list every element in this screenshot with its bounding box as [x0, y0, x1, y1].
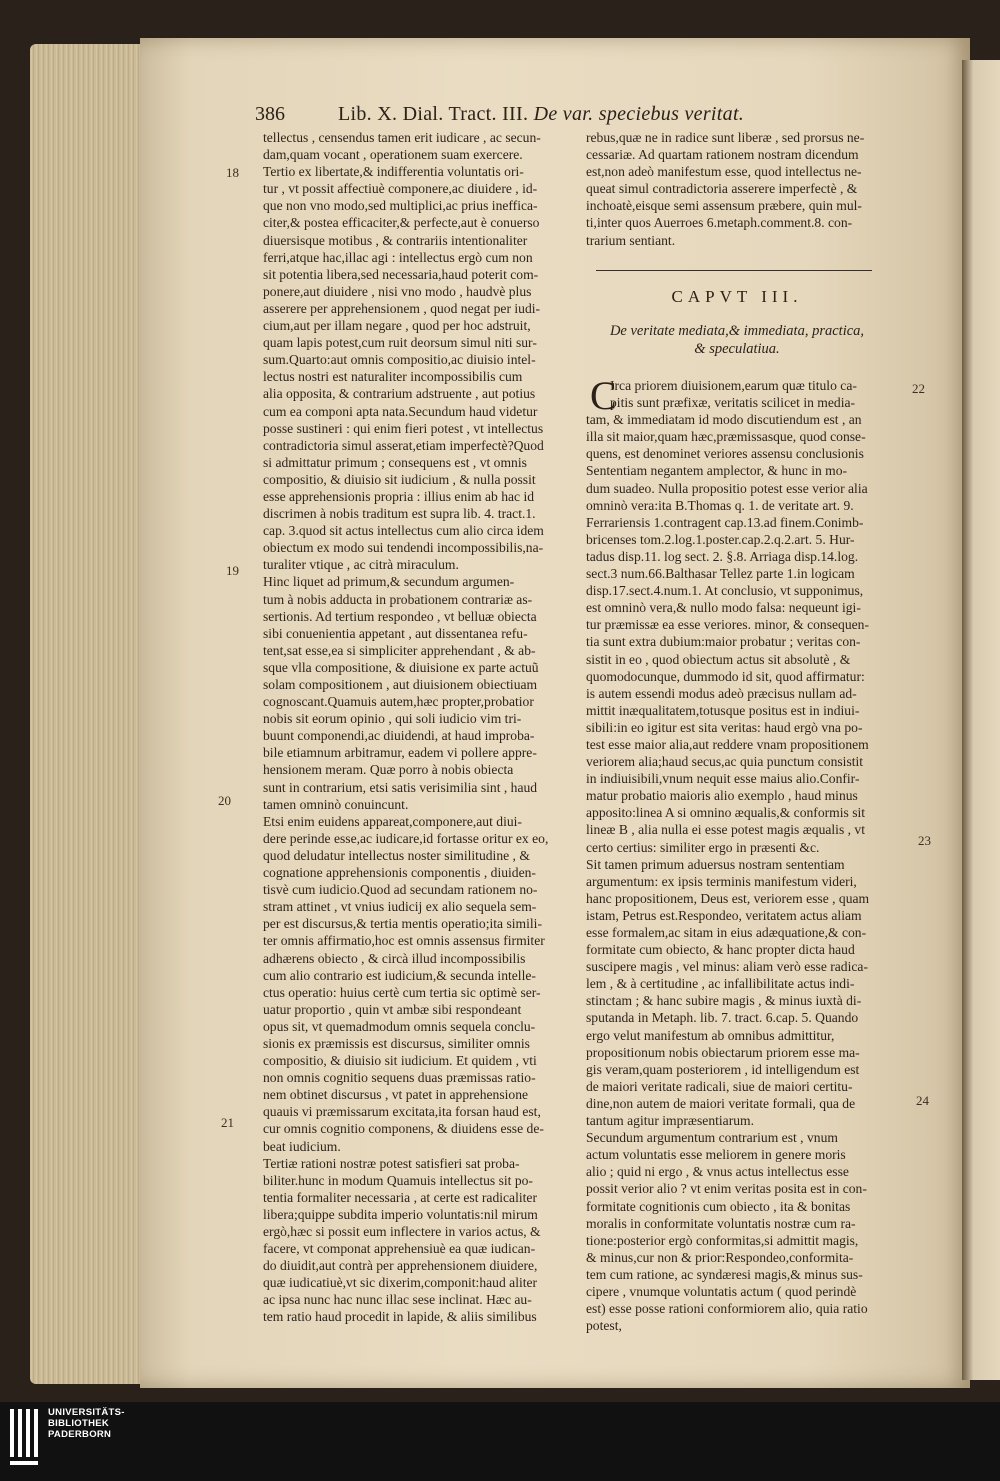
text-line: facere, vt componat apprehensiuè ea quæ iudican- [263, 1241, 536, 1257]
text-line: sum.Quarto:aut omnis compositio,ac diuisio intel- [263, 352, 536, 368]
text-line: tur , vt possit affectiuè componere,ac diuidere , id- [263, 181, 538, 197]
text-line: formitate cognitionis cum obiecto , ita & bonitas [586, 1198, 851, 1214]
text-line: Sit tamen primum aduersus nostram sententiam [586, 856, 845, 872]
text-line: trarium sentiant. [586, 232, 676, 248]
text-line: bile etiamnum arbitramur, eadem vi pollere appre- [263, 745, 537, 761]
text-line: tent,sat esse,ea si simpliciter apprehendant , & ab- [263, 642, 536, 658]
text-line: cum alio contrario est iudicium,& secunda intelle- [263, 967, 536, 983]
running-title-italic: De var. speciebus veritat. [533, 103, 745, 125]
text-line: dine,non autem de maiori veritate formali, qua de [586, 1095, 856, 1111]
margin-number: 20 [218, 793, 231, 808]
text-line: tisvè cum iudicio.Quod ad secundam rationem no- [263, 882, 538, 898]
margin-number: 23 [918, 833, 931, 848]
text-line: sque vlla compositione, & diuisione ex parte actuũ [263, 659, 539, 675]
text-line: alia opposita, & contrarium adstruente , aut potius [263, 386, 536, 402]
text-line: biliter.hunc in modum Quamuis intellectus sit po- [263, 1172, 533, 1188]
text-line: is autem essendi modus adeò præcisus nullam ad- [586, 685, 857, 701]
text-line: que non vno modo,sed multiplici,ac prius inefficа- [263, 198, 538, 214]
text-line: Etsi enim euidens appareat,componere,aut diui- [263, 813, 522, 829]
text-line: diuersisque motibus , & contrariis intentionaliter [263, 232, 528, 248]
text-line: pitis sunt præfixæ, veritatis scilicet in media- [610, 395, 856, 411]
text-line: ac ipsa nunc hac nunc illac sese inclinat. Hæc au- [263, 1292, 532, 1308]
text-line: ctus operatio: huius certè cum tertia sic optimè ser- [263, 984, 541, 1000]
text-line: cum ea componi apta nata.Secundum haud videtur [263, 403, 538, 419]
text-line: discrimen à nobis traditum est supra lib. 4. tract.1. [263, 506, 536, 522]
text-line: est,non adeò manifestum esse, quod intellectus ne- [586, 164, 862, 180]
text-line: inchoatè,eisque semi assensum præbere, quin mul- [586, 198, 862, 214]
text-line: cur omnis cognitio componens, & diuidens esse de- [263, 1121, 544, 1137]
text-line: si admittatur primum ; consequens est , vt omnis [263, 454, 527, 470]
text-line: obiectum ex modo sui tendendi incompossibilis,na- [263, 540, 544, 556]
text-line: Secundum argumentum contrarium est , vnum [586, 1130, 838, 1146]
text-line: opus sit, vt quemadmodum omnis sequela conclu- [263, 1018, 536, 1034]
text-line: stram attinet , vt vnius iudicij ex alio sequela sem- [263, 899, 537, 915]
margin-number: 19 [226, 563, 239, 578]
text-line: citer,& postea efficaciter,& perfecte,aut è conuerso [263, 215, 540, 231]
text-line: tantum agitur impræsentiarum. [586, 1113, 755, 1129]
text-line: propositionum nobis obiectarum priorem esse ma- [586, 1044, 860, 1060]
text-line: tem ratio haud procedit in lapide, & aliis similibus [263, 1309, 537, 1325]
text-line: ponere,aut diuidere , nisi vno modo , haudvè plus [263, 283, 532, 299]
margin-number: 22 [912, 381, 925, 396]
chapter-subtitle [586, 322, 888, 358]
text-line: nobis sit eorum opinio , qui soli iudicio vim tri- [263, 711, 522, 727]
text-line: argumentum: ex ipsis terminis manifestum videri, [586, 873, 857, 889]
book-page-edges [30, 44, 148, 1384]
text-line: asserere per apprehensionem , quod negat per iudi- [263, 300, 541, 316]
text-line: bricenses tom.2.log.1.poster.cap.2.q.2.art. 5. Hur- [586, 531, 855, 547]
text-line: sertionis. Ad tertium respondeo , vt belluæ obiecta [263, 608, 537, 624]
text-line: test esse maior alia,aut reddere vnam propositionem [586, 736, 869, 752]
text-line: omninò vera:ita B.Thomas q. 1. de veritate art. 9. [586, 497, 854, 513]
text-line: rebus,quæ ne in radice sunt liberæ , sed prorsus ne- [586, 130, 865, 145]
text-line: illa sit maior,quam hæc,præmissasque, quod conse- [586, 429, 866, 445]
next-page-edge [962, 60, 1000, 1380]
text-line: ergo velut manifestum ab omnibus admittitur, [586, 1027, 835, 1043]
text-line: gis veram,quam posteriorem , id intelligendum est [586, 1061, 860, 1077]
text-line: possit verior alio ? vt enim veritas posita est in con- [586, 1181, 867, 1197]
text-line: tum à nobis adducta in probationem contrariæ as- [263, 591, 533, 607]
text-line: libera;quippe subdita imperio voluntatis:nil mirum [263, 1206, 538, 1222]
text-line: dam,quam vocant , operationem suam exercere. [263, 147, 523, 163]
text-line: cognoscant.Quamuis autem,hæc propter,probatior [263, 694, 534, 710]
running-title-plain: Lib. X. Dial. Tract. III. [338, 103, 529, 125]
text-line: de maiori veritate radicali, siue de maiori certitu- [586, 1078, 853, 1094]
text-line: in indiuisibili,vnum nequit esse maius alio.Confir- [586, 771, 860, 787]
text-line: ti,inter quos Auerroes 6.metaph.comment.8. con- [586, 215, 853, 231]
text-line: quæ iudicatiuè,vt sic dixerim,componit:haud aliter [263, 1275, 538, 1291]
text-line: Ferrariensis 1.contragent cap.13.ad finem.Conimb- [586, 514, 864, 530]
text-line: adhærens obiecto , & circà illud incompossibilis [263, 950, 526, 966]
text-line: tione:posterior ergò conformitas,si admittit magis, [586, 1232, 859, 1248]
text-line: compositio, & diuisio sit iudicium. Et quidem , vti [263, 1053, 537, 1069]
text-line: nem obtinet discursus , vt patet in apprehensione [263, 1087, 529, 1103]
text-line: quens, est denominet veriores assensu conclusionis [586, 446, 864, 462]
text-line: est omninò vera,& nullo modo falsa: nequeunt igi- [586, 600, 861, 616]
text-line: cap. 3.quod sit actus intellectus cum alio circa idem [263, 523, 544, 539]
text-line: per est discursus,& tertia mentis operatio;ita simili- [263, 916, 542, 932]
text-line: sibi conuenientia appetant , aut dissentanea refu- [263, 625, 528, 641]
text-line: Sententiam negantem amplector, & hunc in mo- [586, 463, 848, 479]
text-line: beat iudicium. [263, 1138, 341, 1154]
text-line: Tertio ex libertate,& indifferentia voluntatis ori- [263, 164, 524, 180]
text-line: cipere , vnumque voluntatis actum ( quod perindè [586, 1283, 857, 1299]
text-line: sect.3 num.66.Balthasar Tellez parte 1.in logicam [586, 566, 855, 582]
text-line: quod deludatur intellectus noster similitudine , & [263, 847, 530, 863]
text-line: potest, [586, 1318, 622, 1334]
text-line: tadus disp.11. log sect. 2. §.8. Arriaga disp.14.log. [586, 548, 859, 564]
margin-number: 18 [226, 165, 239, 180]
text-line: matur probatio maioris alio exemplo , haud minus [586, 788, 858, 804]
chapter-title: CAPVT III. [671, 287, 803, 306]
text-line: moralis in conformitate voluntatis nostræ cum ra- [586, 1215, 856, 1231]
text-line: sputanda in Metaph. lib. 7. tract. 6.cap. 5. Quando [586, 1010, 859, 1026]
text-line: est) esse posse rationi conformiorem alio, quia ratio [586, 1301, 868, 1317]
text-line: sionis ex præmissis est discursus, similiter omnis [263, 1035, 530, 1051]
text-line: do diuidit,aut contrà per apprehensionem diuidere, [263, 1258, 538, 1274]
right-text-column-body [586, 377, 888, 1334]
text-line: hensionem meram. Quæ porro à nobis obiecta [263, 762, 514, 778]
logo-text-line: UNIVERSITÄTS- [48, 1407, 125, 1418]
text-line: posse sustineri : qui enim fieri potest , vt intellectus [263, 420, 544, 436]
text-line: tellectus , censendus tamen erit iudicare , ac secun- [263, 130, 541, 145]
text-line: stinctam ; & hanc subire magis , & minus iuxtà di- [586, 993, 862, 1009]
running-title [338, 103, 744, 126]
text-line: tam, & immediatam id modo discutiendum est , an [586, 412, 862, 428]
text-line: tem cum ratione, ac syndæresi magis,& minus sus- [586, 1266, 863, 1282]
text-line: lineæ B , alia nulla ei esse potest magis æqualis , vt [586, 822, 866, 838]
chapter-divider-rule [596, 270, 872, 271]
text-line: tur præmissæ ea esse veriores. minor, & consequen- [586, 617, 869, 633]
text-line: tia sunt extra dubium:maior probatur ; veritas con- [586, 634, 861, 650]
text-line: & minus,cur non & prior:Respondeo,conformita- [586, 1249, 854, 1265]
text-line: quauis vi præmissarum excitata,ita forsan haud est, [263, 1104, 541, 1120]
text-line: turaliter vtique , ac citrà miraculum. [263, 557, 459, 573]
text-line: dum suadeo. Nulla propositio potest esse verior alia [586, 480, 868, 496]
text-line: cessariæ. Ad quartam rationem nostram dicendum [586, 147, 859, 163]
text-line: uatur proportio , quin vt ambæ sibi respondeant [263, 1001, 522, 1017]
text-line: hanc propositionem, Deus est, veriorem esse , quam [586, 890, 870, 906]
text-line: esse formalem,ac sitam in eius adæquatione,& con- [586, 925, 867, 940]
text-line: sunt in contrarium, etsi satis verisimilia sint , haud [263, 779, 538, 795]
library-logo-text [48, 1407, 125, 1440]
text-line: sistit in eo , quod obiectum actus sit absolutè , & [586, 651, 851, 667]
left-text-column [263, 129, 573, 1326]
text-line: cium,aut per illam negare , quod per hoc adstruit, [263, 318, 531, 334]
text-line: cognatione apprehensionis componentis , diuiden- [263, 865, 536, 881]
text-line: ferri,atque hac,illac agi : intellectus ergò cum non [263, 249, 533, 265]
text-line: sit potentia libera,sed necessaria,haud poterit com- [263, 266, 539, 282]
text-line: formitate cum obiecto, & hanc propter dicta haud [586, 942, 855, 958]
page-number: 386 [255, 103, 285, 125]
text-line: tamen omninò conuincunt. [263, 796, 409, 812]
text-line: quomodocunque, dummodo id sit, quod affirmatur: [586, 668, 865, 684]
text-line: compositio, & diuisio sit iudicium , & nulla possit [263, 471, 536, 487]
chapter-subtitle-line: & speculatiua. [694, 341, 780, 357]
text-line: apposito:linea A si omnino æqualis,& conformis sit [586, 805, 866, 821]
text-line: certo certius: similiter ergo in præsenti &c. [586, 839, 820, 855]
text-line: Tertiæ rationi nostræ potest satisfieri sat proba- [263, 1155, 520, 1171]
text-line: ergò,hæc si possit eum inflectere in varios actus, & [263, 1224, 541, 1239]
text-line: contradictoria simul asserat,etiam imperfectè?Quod [263, 437, 544, 453]
text-line: solam compositionem , aut diuisionem obiectiuam [263, 677, 538, 692]
text-line: actum voluntatis esse meliorem in genere moris [586, 1147, 846, 1163]
logo-text-line: BIBLIOTHEK [48, 1418, 110, 1429]
right-text-column-top [586, 129, 888, 249]
text-line: dere perinde esse,ac iudicare,id fortasse oritur ex eo, [263, 830, 549, 846]
text-line: ter omnis affirmatio,hoc est omnis assensus firmiter [263, 933, 545, 949]
text-line: veriorem alia;haud secus,ac quia punctum consistit [586, 754, 864, 770]
text-line: mittit inæqualitatem,totusque positus est in indiui- [586, 702, 860, 718]
text-line: buunt componendi,ac diuidendi, at haud improba- [263, 728, 535, 744]
text-line: Irca priorem diuisionem,earum quæ titulo ca- [610, 378, 857, 393]
text-line: suscipere magis , vel minus: aliam verò esse radica- [586, 959, 868, 975]
text-line: quam lapis potest,cum ruit deorsum simul niti sur- [263, 335, 537, 351]
text-line: disp.17.sect.4.num.1. At conclusio, vt supponimus, [586, 583, 864, 599]
text-line: queat simul contradictoria asserere imperfectè , & [586, 181, 858, 197]
library-footer-bar [0, 1402, 1000, 1481]
margin-number: 21 [221, 1115, 234, 1130]
text-line: tentia formaliter necessaria , at certe est radicaliter [263, 1189, 537, 1205]
chapter-subtitle-line: De veritate mediata,& immediata, practica, [609, 323, 865, 339]
margin-number: 24 [916, 1093, 929, 1108]
drop-capital: C [590, 373, 617, 418]
text-line: lectus nostri est naturaliter incompossibilis cum [263, 369, 523, 385]
text-line: istam, Petrus est.Respondeo, veritatem actus aliam [586, 907, 862, 923]
text-line: lem , & à certitudine , ac infallibilitate actus indi- [586, 976, 855, 992]
text-line: non omnis cognitio sequens duas præmissas ratio- [263, 1070, 536, 1086]
text-line: alio ; quid ni ergo , & vnus actus intellectus esse [586, 1164, 849, 1180]
text-line: sibili:in eo igitur est sita veritas: haud ergò vna po- [586, 719, 863, 735]
logo-text-line: PADERBORN [48, 1429, 112, 1440]
text-line: esse apprehensionis propria : illius enim ab hac id [263, 488, 535, 504]
library-logo-icon [8, 1405, 44, 1477]
text-line: Hinc liquet ad primum,& secundum argumen- [263, 574, 515, 590]
